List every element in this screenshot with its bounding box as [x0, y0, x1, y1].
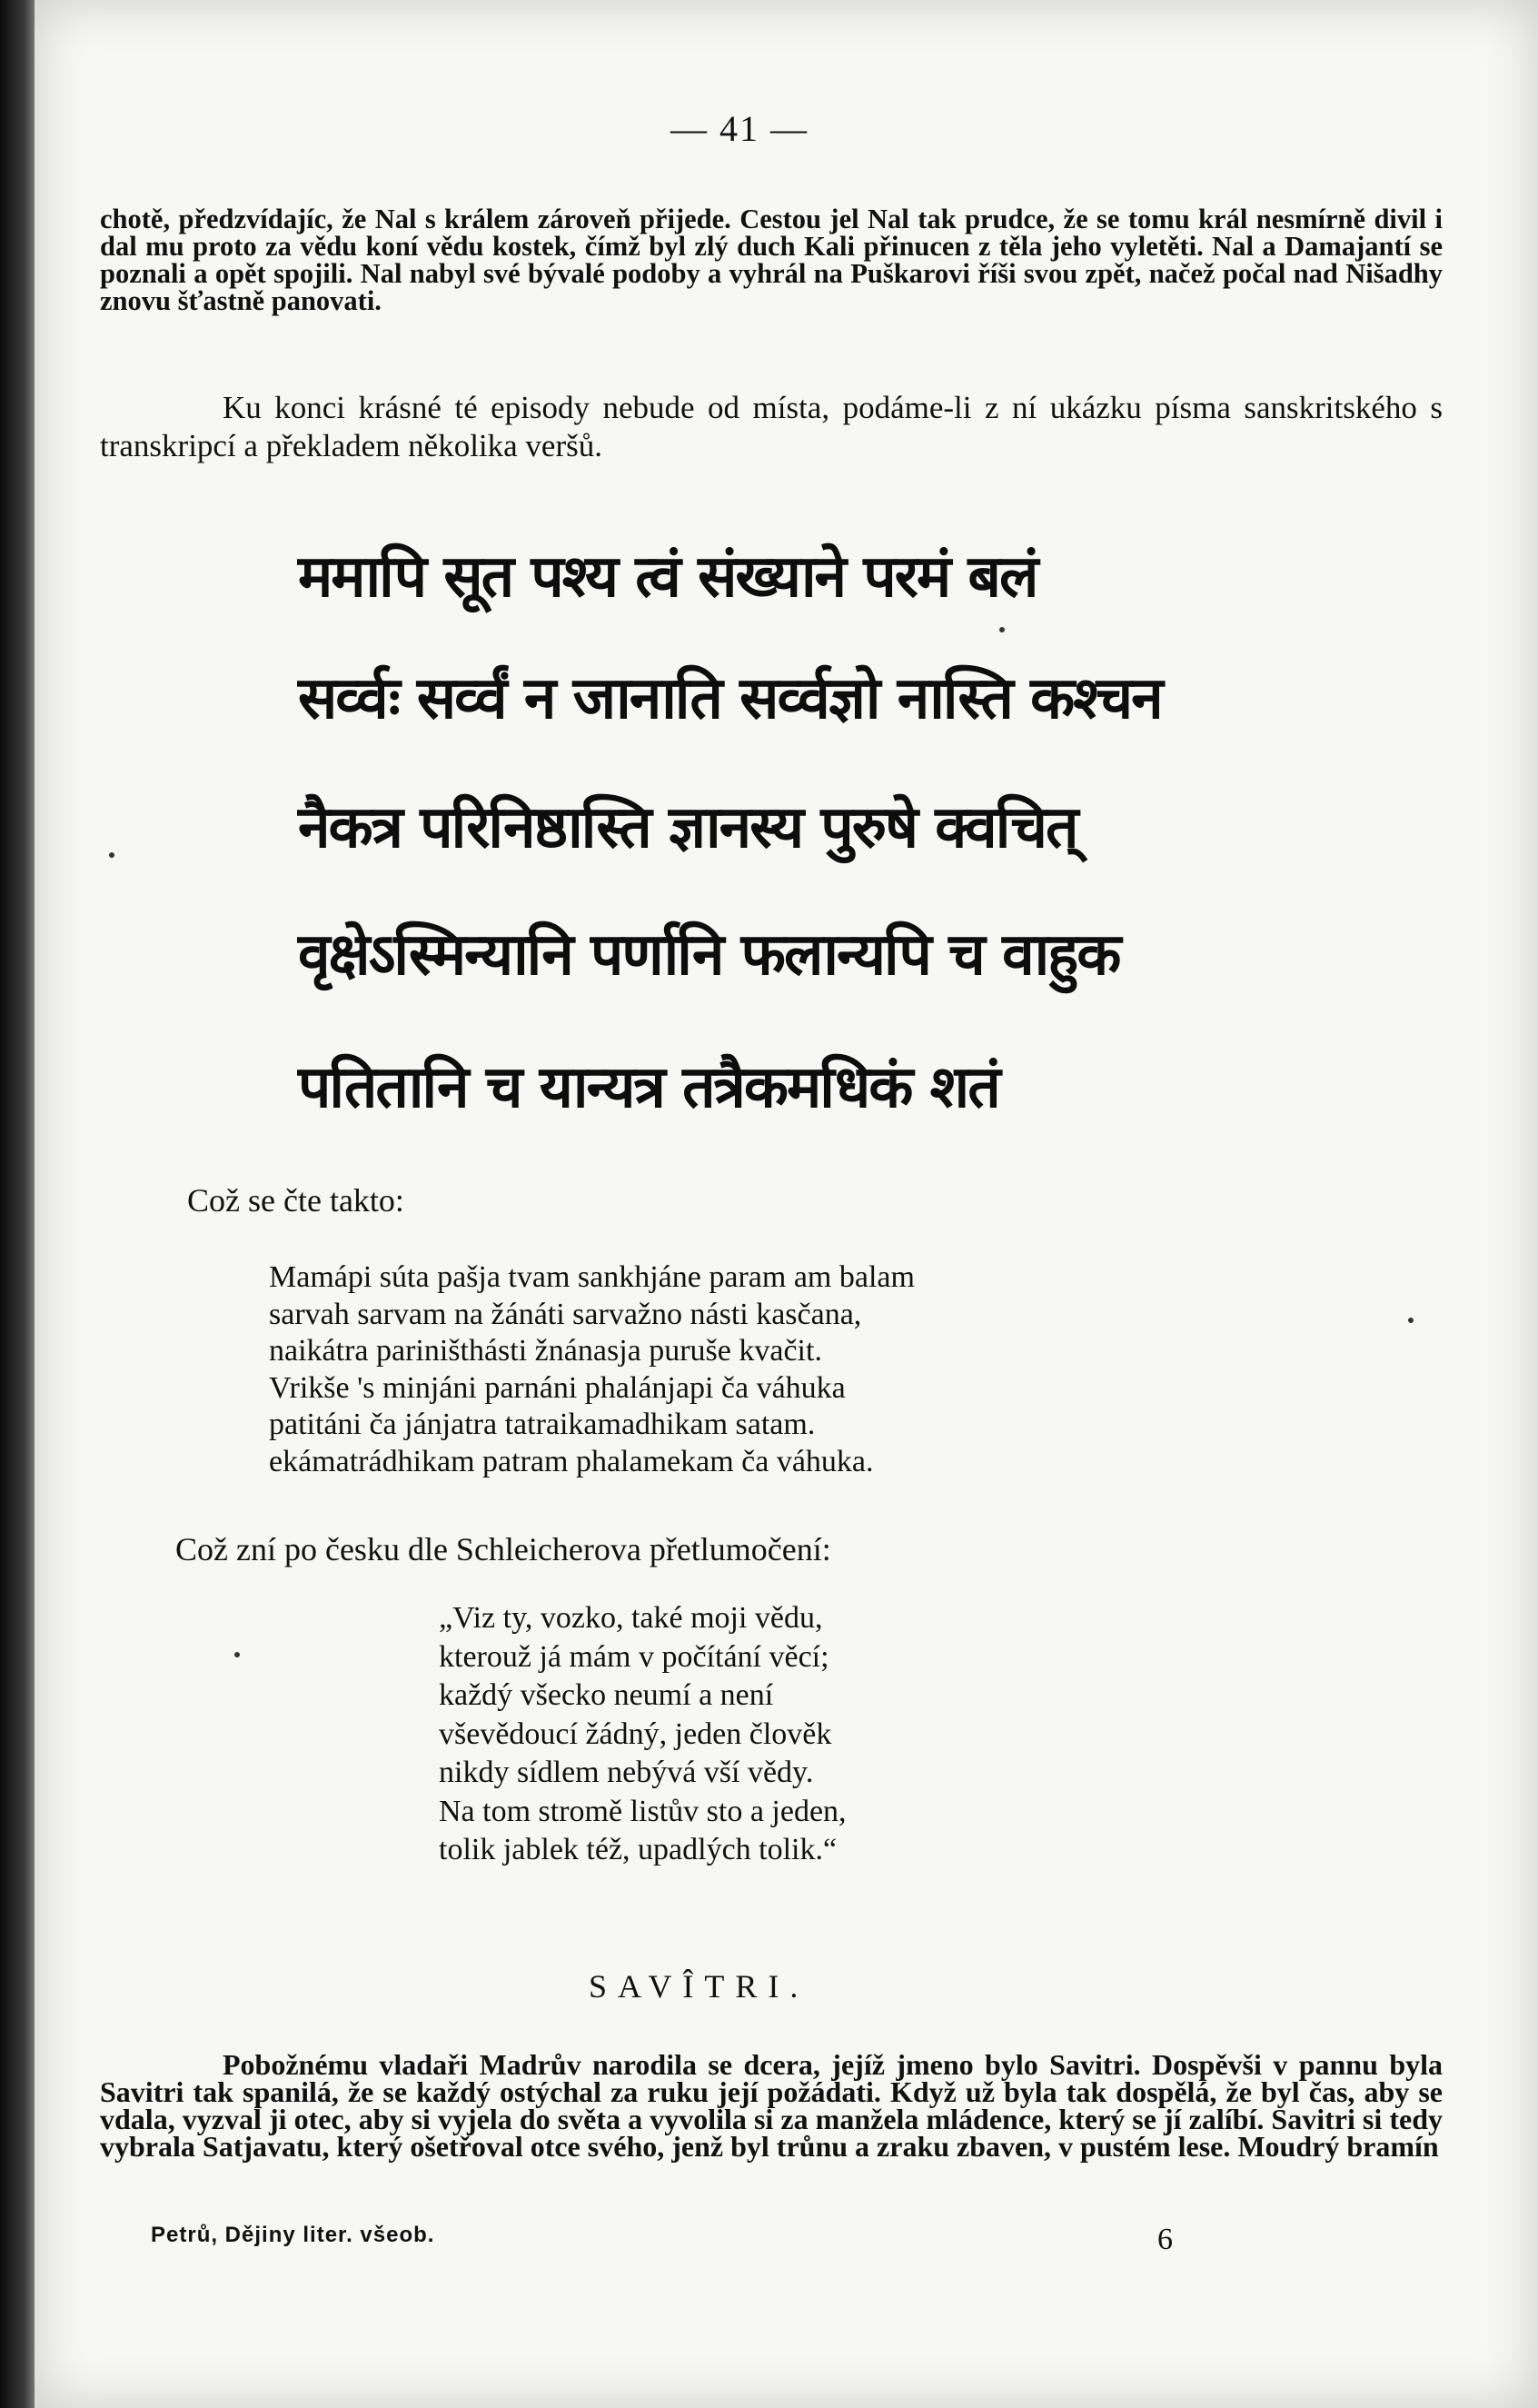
book-page: [35, 0, 1538, 2408]
paragraph-text: Pobožnému vladaři Madrův narodila se dcera, jejíž jmeno bylo Savitri. Dospěvši v pannu byla Savitri tak spanilá, že se každý ostýchal za ruku její požádati. Když už byla tak dospělá, že byl čas, aby se vdala, vyzval ji otec, aby si vyjela do světa a vyvolila si za manžela mládence, který se jí zalíbí. Savitri si tedy vybrala Satjavatu, který ošetřoval otce svého, jenž byl trůnu a zraku zbaven, v pustém lese. Moudrý bramín: [100, 2048, 1443, 2163]
poem-line: Na tom stromě listův sto a jeden,: [439, 1794, 847, 1828]
poem-line: kterouž já mám v počítání věcí;: [439, 1639, 829, 1674]
transliteration-line: Mamápi súta pašja tvam sankhjáne param am balam: [269, 1260, 915, 1294]
devanagari-line-4: वृक्षेऽस्मिन्यानि पर्णानि फलान्यपि च वाहुक: [298, 921, 1120, 989]
section-title: SAVÎTRI.: [589, 1968, 809, 2005]
paragraph-text: Ku konci krásné té episody nebude od místa, podáme-li z ní ukázku písma sanskritského s transkripcí a překladem několika veršů.: [100, 390, 1443, 463]
transliteration-block: [269, 1259, 915, 1480]
page-number: — 41 —: [670, 108, 809, 149]
poem-line: vševědoucí žádný, jeden člověk: [439, 1716, 832, 1751]
ink-speck: [1408, 1318, 1414, 1323]
devanagari-line-5: पतितानि च यान्यत्र तत्रैकमधिकं शतं: [298, 1054, 999, 1121]
poem-translation: [439, 1599, 847, 1870]
label-translation: Což zní po česku dle Schleicherova přetlumočení:: [175, 1531, 831, 1567]
poem-line: nikdy sídlem nebývá vší vědy.: [439, 1756, 814, 1789]
paragraph-intro-sample: [100, 389, 1443, 465]
ink-speck: [234, 1652, 240, 1657]
book-binding-shadow: [0, 0, 35, 2408]
transliteration-line: Vrikše 's minjáni parnáni phalánjapi ča váhuka: [269, 1370, 846, 1405]
poem-line: každý všecko neumí a není: [439, 1678, 774, 1712]
footer-sheet-number: 6: [1157, 2223, 1173, 2256]
paragraph-savitri: [100, 2048, 1443, 2163]
transliteration-line: ekámatrádhikam patram phalamekam ča váhuka.: [269, 1444, 874, 1478]
poem-line: tolik jablek též, upadlých tolik.“: [439, 1833, 838, 1866]
paragraph-text: chotě, předzvídajíc, že Nal s králem zároveň přijede. Cestou jel Nal tak prudce, že se tomu král nesmírně divil i dal mu proto za vědu koní vědu kostek, čímž byl zlý duch Kali přinucen z těla jeho vyletěti. Nal a Damajantí se poznali a opět spojili. Nal nabyl své bývalé podoby a vyhrál na Puškarovi říši svou zpět, načež počal nad Nišadhy znovu šťastně panovati.: [100, 204, 1443, 316]
devanagari-line-1: ममापि सूत पश्य त्वं संख्याने परमं बलं: [298, 543, 1037, 611]
ink-speck: [109, 852, 114, 858]
transliteration-line: sarvah sarvam na žánáti sarvažno násti kasčana,: [269, 1297, 862, 1331]
ink-speck: [999, 627, 1005, 632]
poem-line: „Viz ty, vozko, také moji vědu,: [439, 1601, 823, 1635]
label-reading: Což se čte takto:: [187, 1182, 404, 1219]
transliteration-line: patitáni ča jánjatra tatraikamadhikam satam.: [269, 1408, 816, 1441]
devanagari-line-2: सर्व्वः सर्व्वं न जानाति सर्व्वज्ञो नास्ति कश्चन: [298, 665, 1162, 732]
devanagari-line-3: नैकत्र परिनिष्ठास्ति ज्ञानस्य पुरुषे क्वचित्: [298, 794, 1077, 861]
footer-signature: Petrů, Dějiny liter. všeob.: [151, 2223, 435, 2247]
paragraph-nal-story: [100, 205, 1443, 314]
transliteration-line: naikátra pariništhásti žnánasja puruše kvačit.: [269, 1334, 822, 1368]
